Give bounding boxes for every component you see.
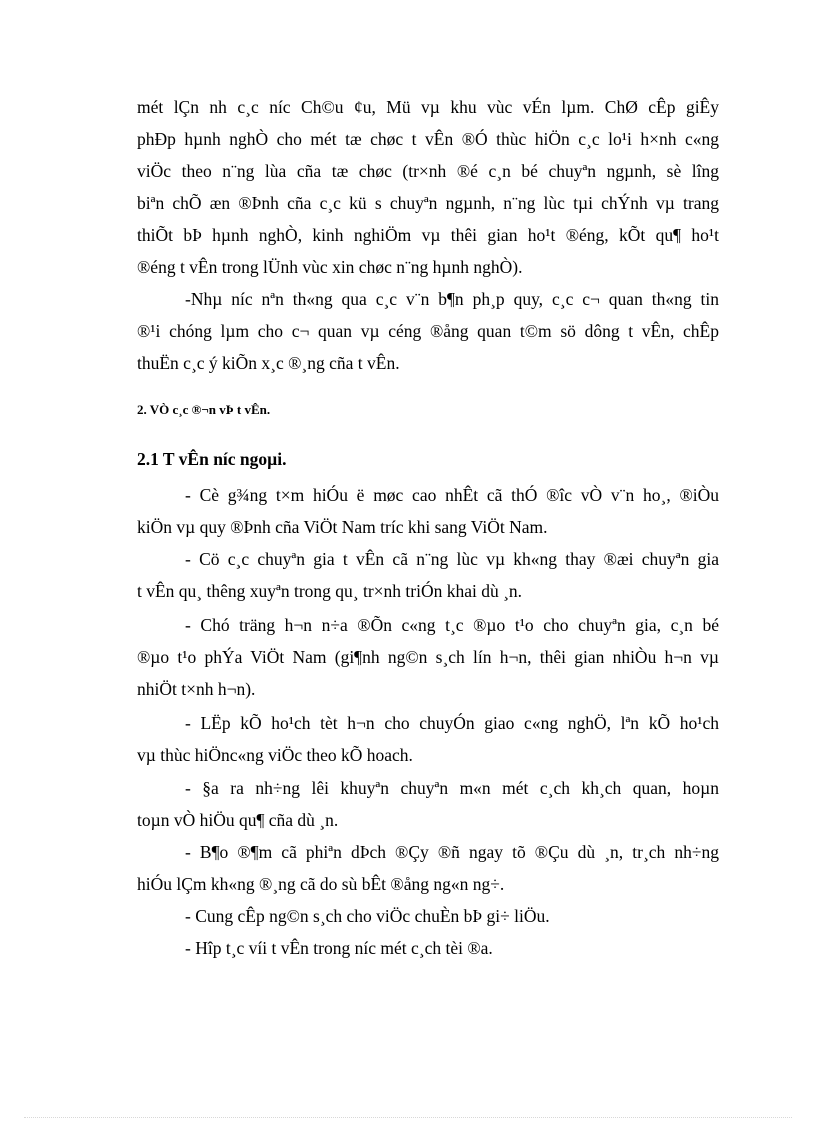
body-text-line: mét lÇn nh c¸c níc Ch©u ¢u, Mü vµ khu vùc vÉn lµm. ChØ cÊp giÊy (137, 97, 719, 117)
body-text-line: thuËn c¸c ý kiÕn x¸c ®¸ng cña t vÊn. (137, 353, 400, 373)
body-text-line: -Nhµ níc nªn th«ng qua c¸c v¨n b¶n ph¸p quy, c¸c c¬ quan th«ng tin (185, 289, 719, 309)
bullet-line: nhiÖt t×nh h¬n). (137, 679, 256, 699)
bullet-line: kiÖn vµ quy ®Þnh cña ViÖt Nam tríc khi sang ViÖt Nam. (137, 517, 548, 537)
bullet-line: - Cè g¾ng t×m hiÓu ë møc cao nhÊt cã thÓ ®îc vÒ v¨n ho¸, ®iÒu (185, 485, 719, 505)
bullet-line: - Chó träng h¬n n÷a ®Õn c«ng t¸c ®µo t¹o cho chuyªn gia, c¸n bé (185, 615, 719, 635)
bullet-line: toµn vÒ hiÖu qu¶ cña dù ¸n. (137, 810, 339, 830)
bullet-line: - B¶o ®¶m cã phiªn dÞch ®Çy ®ñ ngay tõ ®Çu dù ¸n, tr¸ch nh÷ng (185, 842, 719, 862)
bullet-line: - LËp kÕ ho¹ch tèt h¬n cho chuyÓn giao c«ng nghÖ, lªn kÕ ho¹ch (185, 713, 719, 733)
bullet-line: - §a ra nh÷ng lêi khuyªn chuyªn m«n mét c¸ch kh¸ch quan, hoµn (185, 778, 719, 798)
body-text-line: thiÕt bÞ hµnh nghÒ, kinh nghiÖm vµ thêi gian ho¹t ®éng, kÕt qu¶ ho¹t (137, 225, 719, 245)
page-bottom-divider (24, 1117, 792, 1118)
body-text-line: phÐp hµnh nghÒ cho mét tæ chøc t vÊn ®Ó thùc hiÖn c¸c lo¹i h×nh c«ng (137, 129, 719, 149)
body-text-line: viÖc theo n¨ng lùa cña tæ chøc (tr×nh ®é c¸n bé chuyªn ngµnh, sè lîng (137, 161, 719, 181)
body-text-line: ®¹i chóng lµm cho c¬ quan vµ céng ®ång quan t©m sö dông t vÊn, chÊp (137, 321, 719, 341)
body-text-line: ®éng t vÊn trong lÜnh vùc xin chøc n¨ng hµnh nghÒ). (137, 257, 523, 277)
section-heading: 2. VÒ c¸c ®¬n vÞ t vÊn. (137, 402, 271, 417)
bullet-line: - Cung cÊp ng©n s¸ch cho viÖc chuÈn bÞ gi÷ liÖu. (185, 906, 550, 926)
bullet-line: hiÓu lÇm kh«ng ®¸ng cã do sù bÊt ®ång ng«n ng÷. (137, 874, 505, 894)
subsection-heading: 2.1 T vÊn níc ngoµi. (137, 449, 287, 469)
body-text-line: biªn chÕ æn ®Þnh cña c¸c kü s chuyªn ngµnh, n¨ng lùc tµi chÝnh vµ trang (137, 193, 719, 213)
bullet-line: - Hîp t¸c víi t vÊn trong níc mét c¸ch tèi ®a. (185, 938, 493, 958)
bullet-line: t vÊn qu¸ thêng xuyªn trong qu¸ tr×nh triÓn khai dù ¸n. (137, 581, 523, 601)
bullet-line: - Cö c¸c chuyªn gia t vÊn cã n¨ng lùc vµ kh«ng thay ®æi chuyªn gia (185, 549, 719, 569)
bullet-line: vµ thùc hiÖnc«ng viÖc theo kÕ hoach. (137, 745, 413, 765)
bullet-line: ®µo t¹o phÝa ViÖt Nam (gi¶nh ng©n s¸ch lín h¬n, thêi gian nhiÒu h¬n vµ (137, 647, 719, 667)
